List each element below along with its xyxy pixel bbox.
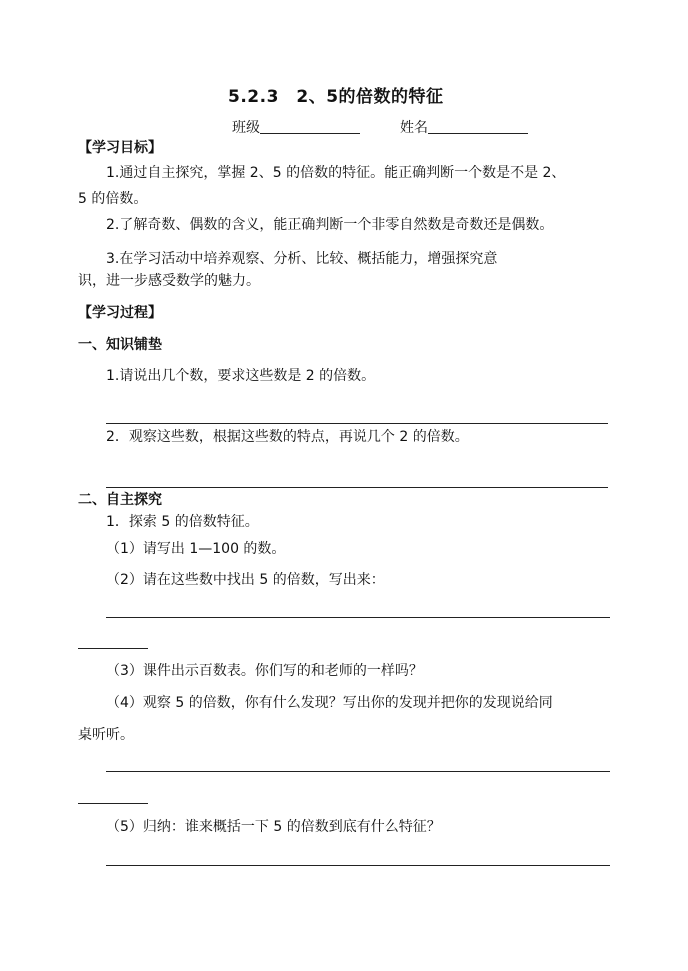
goal-1-line-1: 1.通过自主探究，掌握 2、5 的倍数的特征。能正确判断一个数是不是 2、 <box>106 165 566 181</box>
part-2-step-2: （2）请在这些数中找出 5 的倍数，写出来： <box>106 572 385 588</box>
part-2-step-4-line-2: 桌听听。 <box>78 727 134 743</box>
part-2-heading: 二、自主探究 <box>78 492 162 508</box>
part-2-question-1: 1．探索 5 的倍数特征。 <box>106 514 259 530</box>
part-2-step-5: （5）归纳：谁来概括一下 5 的倍数到底有什么特征？ <box>106 819 441 835</box>
goal-2: 2.了解奇数、偶数的含义，能正确判断一个非零自然数是奇数还是偶数。 <box>106 217 554 233</box>
part-2-step-4-line-1: （4）观察 5 的倍数，你有什么发现？写出你的发现并把你的发现说给同 <box>106 695 553 711</box>
goal-3-line-1: 3.在学习活动中培养观察、分析、比较、概括能力，增强探究意 <box>106 251 498 267</box>
part-1-question-1: 1.请说出几个数，要求这些数是 2 的倍数。 <box>106 368 376 384</box>
answer-line[interactable] <box>106 771 610 772</box>
class-field <box>232 119 360 137</box>
answer-line[interactable] <box>106 487 608 488</box>
part-1-heading: 一、知识铺垫 <box>78 337 162 353</box>
part-2-step-1: （1）请写出 1—100 的数。 <box>106 541 286 557</box>
goal-1-line-2: 5 的倍数。 <box>78 191 148 207</box>
answer-line-continuation[interactable] <box>78 803 148 804</box>
section-learning-process: 【学习过程】 <box>78 305 162 321</box>
part-1-question-2: 2．观察这些数，根据这些数的特点，再说几个 2 的倍数。 <box>106 429 469 445</box>
part-2-step-3: （3）课件出示百数表。你们写的和老师的一样吗？ <box>106 663 423 679</box>
section-learning-goals: 【学习目标】 <box>78 140 162 156</box>
answer-line[interactable] <box>106 865 610 866</box>
name-label: 姓名 <box>400 120 428 136</box>
name-field <box>400 119 528 137</box>
answer-line-continuation[interactable] <box>78 648 148 649</box>
page-title: 5.2.3 2、5的倍数的特征 <box>228 87 444 107</box>
answer-line[interactable] <box>106 423 608 424</box>
name-blank[interactable] <box>428 119 528 134</box>
class-label: 班级 <box>232 120 260 136</box>
class-blank[interactable] <box>260 119 360 134</box>
answer-line[interactable] <box>106 617 610 618</box>
goal-3-line-2: 识，进一步感受数学的魅力。 <box>78 273 260 289</box>
